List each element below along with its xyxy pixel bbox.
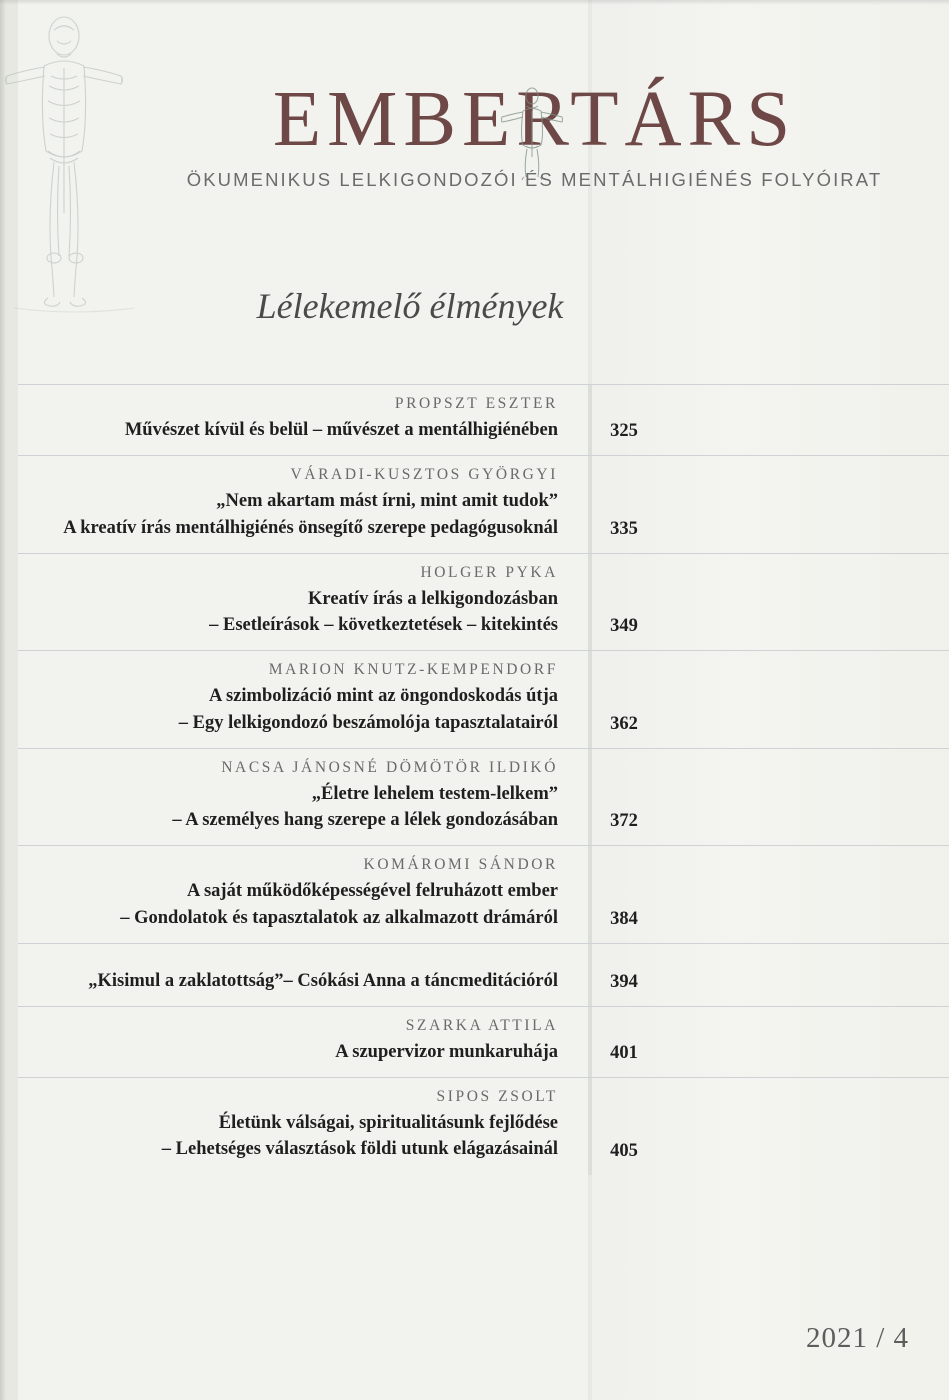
row-band: [588, 1007, 592, 1077]
row-band: [588, 456, 592, 553]
toc-page-number: 394: [610, 971, 638, 992]
toc-author: HOLGER PYKA: [420, 563, 558, 581]
toc-author: PROPSZT ESZTER: [394, 395, 558, 412]
toc-row[interactable]: [18, 845, 949, 943]
toc-title-line: A kreatív írás mentálhigiénés önsegítő szerepe pedagógusoknál: [63, 517, 558, 538]
table-of-contents: [18, 384, 949, 1175]
toc-page-number: 362: [610, 713, 638, 734]
row-band: [588, 1078, 592, 1175]
toc-title-line: – Esetleírások – következtetések – kitekintés: [209, 615, 558, 636]
toc-row[interactable]: [18, 384, 949, 455]
journal-subtitle: ÖKUMENIKUS LELKIGONDOZÓI ÉS MENTÁLHIGIÉNÉS FOLYÓIRAT: [186, 169, 883, 190]
toc-author: SZARKA ATTILA: [405, 1016, 558, 1034]
toc-title-line: – Gondolatok és tapasztalatok az alkalmazott drámáról: [120, 907, 558, 928]
toc-title-line: „Nem akartam mást írni, mint amit tudok”: [216, 491, 558, 512]
toc-title-line: – Lehetséges választások földi utunk elágazásainál: [161, 1139, 558, 1160]
toc-title-line: „Kisimul a zaklatottság”– Csókási Anna a táncmeditációról: [88, 970, 558, 991]
masthead-vitruvian-icon: [500, 84, 564, 180]
toc-title-line: „Életre lehelem testem-lelkem”: [311, 783, 558, 804]
toc-author: VÁRADI-KUSZTOS GYÖRGYI: [290, 466, 558, 484]
toc-row[interactable]: [18, 1077, 949, 1175]
toc-author: NACSA JÁNOSNÉ DÖMÖTÖR ILDIKÓ: [221, 758, 558, 776]
toc-row[interactable]: [18, 455, 949, 553]
row-band: [588, 846, 592, 943]
toc-page-number: 372: [610, 811, 638, 832]
toc-page-number: 349: [610, 616, 638, 637]
row-band: [588, 385, 592, 455]
row-band: [588, 651, 592, 748]
row-band: [588, 554, 592, 651]
toc-author: SIPOS ZSOLT: [436, 1088, 558, 1106]
toc-page-number: 401: [610, 1043, 638, 1064]
toc-row[interactable]: [18, 650, 949, 748]
toc-title-line: A saját működőképességével felruházott ember: [187, 881, 558, 902]
row-band: [588, 944, 592, 1006]
masthead: [0, 76, 949, 191]
top-edge-shadow: [0, 0, 949, 5]
toc-author: KOMÁROMI SÁNDOR: [363, 856, 558, 874]
issue-theme: Lélekemelő élmények: [256, 286, 564, 326]
toc-title-line: – A személyes hang szerepe a lélek gondozásában: [172, 810, 558, 831]
left-edge-shadow: [0, 0, 6, 1400]
row-band: [588, 749, 592, 846]
toc-title-line: Kreatív írás a lelkigondozásban: [308, 588, 558, 609]
toc-title-line: Művészet kívül és belül – művészet a mentálhigiénében: [124, 420, 558, 440]
toc-row[interactable]: [18, 1006, 949, 1077]
issue-number: 2021 / 4: [805, 1322, 909, 1354]
toc-title-line: A szimbolizáció mint az öngondoskodás útja: [209, 686, 558, 707]
toc-page-number: 405: [610, 1140, 638, 1161]
toc-row[interactable]: [18, 748, 949, 846]
toc-row[interactable]: [18, 553, 949, 651]
toc-page-number: 384: [610, 908, 638, 929]
toc-title-line: Életünk válságai, spiritualitásunk fejlődése: [218, 1113, 558, 1134]
toc-title-line: A szupervizor munkaruhája: [335, 1041, 558, 1062]
toc-page-number: 335: [610, 518, 638, 539]
toc-page-number: 325: [610, 421, 638, 442]
toc-row[interactable]: [18, 943, 949, 1006]
journal-title: EMBERTÁRS: [272, 76, 797, 163]
toc-author: MARION KNUTZ-KEMPENDORF: [268, 661, 558, 679]
toc-title-line: – Egy lelkigondozó beszámolója tapasztalatairól: [178, 712, 558, 733]
